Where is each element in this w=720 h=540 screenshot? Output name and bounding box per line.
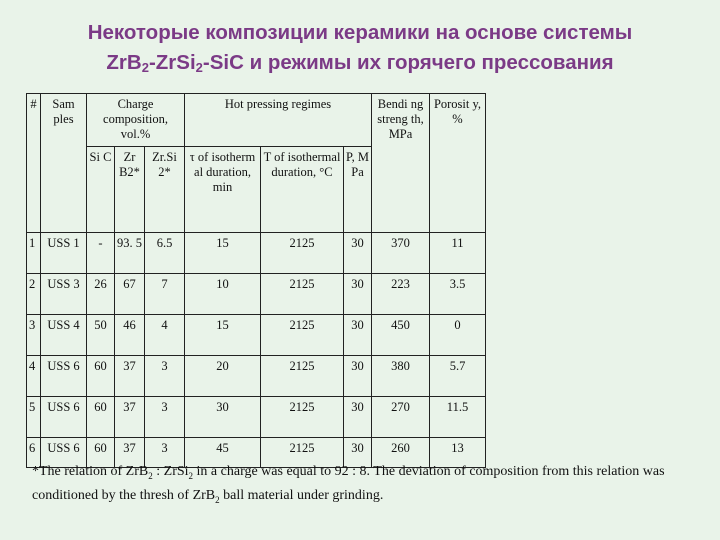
cell-bending: 380 <box>372 356 430 397</box>
cell-sic: 60 <box>87 356 115 397</box>
footnote-subscript: 2 <box>215 494 220 505</box>
footnote-part: *The relation of ZrB <box>32 464 149 479</box>
cell-sample: USS 3 <box>41 274 87 315</box>
header-porosity: Porosit y, % <box>430 94 486 233</box>
header-zrsi2: Zr.Si 2* <box>145 147 185 233</box>
cell-zrb2: 67 <box>115 274 145 315</box>
cell-zrb2: 46 <box>115 315 145 356</box>
header-zrb2: Zr B2* <box>115 147 145 233</box>
cell-sample: USS 6 <box>41 438 87 468</box>
header-regimes: Hot pressing regimes <box>185 94 372 147</box>
cell-zrb2: 37 <box>115 438 145 468</box>
cell-bending: 223 <box>372 274 430 315</box>
title-part: -SiC и режимы их горячего прессования <box>202 51 614 74</box>
cell-zrsi2: 6.5 <box>145 233 185 274</box>
slide-title <box>0 18 720 78</box>
cell-sic: 60 <box>87 438 115 468</box>
cell-sample: USS 6 <box>41 356 87 397</box>
cell-tau: 30 <box>185 397 261 438</box>
title-subscript: 2 <box>195 60 203 75</box>
cell-pressure: 30 <box>344 356 372 397</box>
footnote-subscript: 2 <box>188 470 194 481</box>
cell-sic: 50 <box>87 315 115 356</box>
header-samples: Sam ples <box>41 94 87 233</box>
cell-tau: 45 <box>185 438 261 468</box>
title-subscript: 2 <box>141 60 149 75</box>
table-row <box>27 274 486 315</box>
cell-bending: 450 <box>372 315 430 356</box>
footnote-part: : ZrSi <box>152 464 189 479</box>
footnote-part: in a charge was equal to 92 : 8. The deviation of composition from this relation was conditioned by the thresh of ZrB <box>32 464 665 503</box>
cell-number: 1 <box>27 233 41 274</box>
cell-number: 3 <box>27 315 41 356</box>
cell-pressure: 30 <box>344 315 372 356</box>
cell-tau: 20 <box>185 356 261 397</box>
cell-zrb2: 37 <box>115 397 145 438</box>
cell-pressure: 30 <box>344 274 372 315</box>
cell-bending: 260 <box>372 438 430 468</box>
cell-bending: 370 <box>372 233 430 274</box>
cell-zrsi2: 4 <box>145 315 185 356</box>
cell-pressure: 30 <box>344 397 372 438</box>
cell-sic: 26 <box>87 274 115 315</box>
cell-porosity: 11 <box>430 233 486 274</box>
cell-number: 2 <box>27 274 41 315</box>
title-part: -ZrSi <box>148 51 196 74</box>
cell-sample: USS 1 <box>41 233 87 274</box>
header-charge: Charge composition, vol.% <box>87 94 185 147</box>
cell-porosity: 13 <box>430 438 486 468</box>
cell-tau: 15 <box>185 233 261 274</box>
cell-pressure: 30 <box>344 233 372 274</box>
cell-zrb2: 37 <box>115 356 145 397</box>
cell-porosity: 11.5 <box>430 397 486 438</box>
header-tau: τ of isotherm al duration, min <box>185 147 261 233</box>
header-temperature: T of isothermal duration, °C <box>261 147 344 233</box>
cell-sic: 60 <box>87 397 115 438</box>
cell-zrsi2: 3 <box>145 356 185 397</box>
footnote-subscript: 2 <box>148 470 153 481</box>
title-line-1: Некоторые композиции керамики на основе системы <box>87 21 633 44</box>
title-line-2 <box>0 48 720 78</box>
cell-zrsi2: 3 <box>145 397 185 438</box>
cell-temperature: 2125 <box>261 397 344 438</box>
cell-number: 5 <box>27 397 41 438</box>
cell-temperature: 2125 <box>261 233 344 274</box>
table-row <box>27 356 486 397</box>
cell-sic: - <box>87 233 115 274</box>
cell-sample: USS 4 <box>41 315 87 356</box>
title-part: ZrB <box>106 51 142 74</box>
footnote-part: ball material under grinding. <box>219 487 384 503</box>
cell-number: 4 <box>27 356 41 397</box>
footnote <box>32 462 702 510</box>
cell-bending: 270 <box>372 397 430 438</box>
header-pressure: P, M Pa <box>344 147 372 233</box>
cell-porosity: 3.5 <box>430 274 486 315</box>
composition-table <box>26 93 486 468</box>
cell-temperature: 2125 <box>261 356 344 397</box>
cell-temperature: 2125 <box>261 315 344 356</box>
cell-tau: 10 <box>185 274 261 315</box>
cell-porosity: 5.7 <box>430 356 486 397</box>
cell-pressure: 30 <box>344 438 372 468</box>
cell-temperature: 2125 <box>261 274 344 315</box>
cell-zrsi2: 3 <box>145 438 185 468</box>
header-number: # <box>27 94 41 233</box>
table-row <box>27 397 486 438</box>
table-row <box>27 233 486 274</box>
cell-tau: 15 <box>185 315 261 356</box>
header-bending: Bendi ng streng th, MPa <box>372 94 430 233</box>
cell-sample: USS 6 <box>41 397 87 438</box>
table-row <box>27 315 486 356</box>
cell-temperature: 2125 <box>261 438 344 468</box>
cell-number: 6 <box>27 438 41 468</box>
cell-porosity: 0 <box>430 315 486 356</box>
header-sic: Si C <box>87 147 115 233</box>
cell-zrsi2: 7 <box>145 274 185 315</box>
cell-zrb2: 93. 5 <box>115 233 145 274</box>
